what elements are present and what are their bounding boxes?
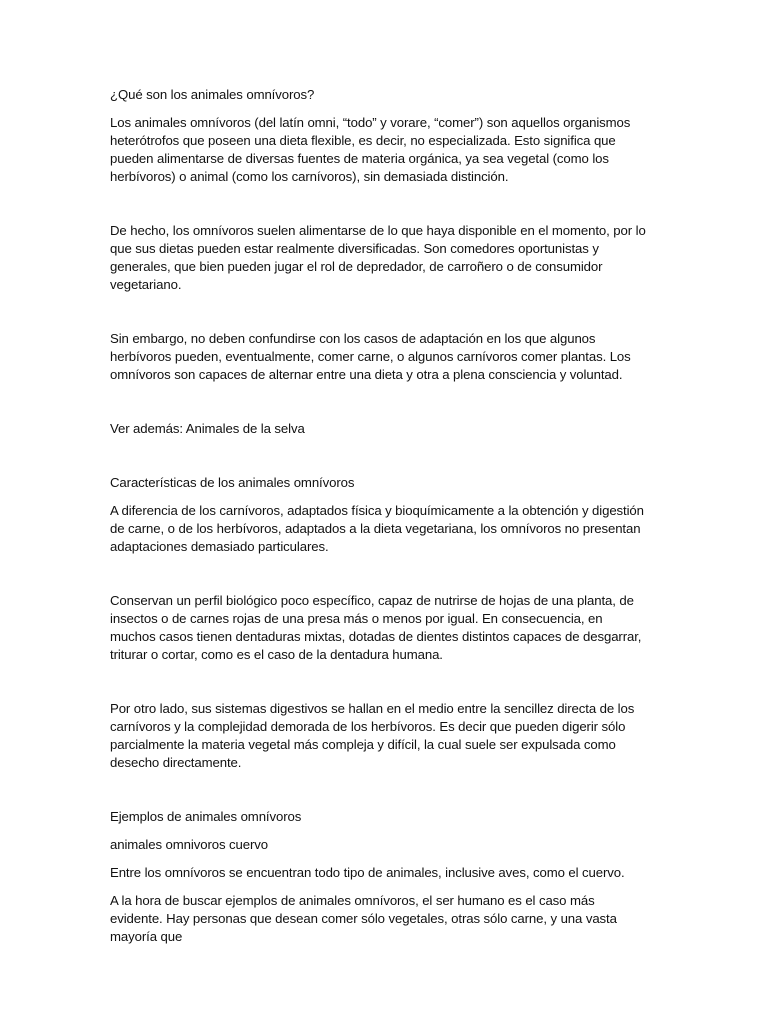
paragraph-digestive-systems: Por otro lado, sus sistemas digestivos se hallan en el medio entre la sencillez directa de los carnívoros y la complejidad demorada de los herbívoros. Es decir que pueden digerir sólo parcialmente la materia vegetal más compleja y difícil, la cual suele ser expulsada como desecho directamente. bbox=[110, 701, 635, 770]
paragraph-adaptations: A diferencia de los carnívoros, adaptados física y bioquímicamente a la obtención y digestión de carne, o de los herbívoros, adaptados a la dieta vegetariana, los omnívoros no presentan adaptaciones demasiado particulares. bbox=[110, 503, 644, 554]
paragraph-opportunistic-diet: De hecho, los omnívoros suelen alimentarse de lo que haya disponible en el momento, por lo que sus dietas pueden estar realmente diversificadas. Son comedores oportunistas y generales, que bien pueden jugar el rol de depredador, de carroñero o de consumidor vegetariano. bbox=[110, 223, 646, 292]
paragraph-human-example: A la hora de buscar ejemplos de animales omnívoros, el ser humano es el caso más evidente. Hay personas que desean comer sólo vegetales, otras sólo carne, y una vasta mayoría que bbox=[110, 893, 617, 944]
document-body bbox=[110, 86, 650, 946]
paragraph-definition: Los animales omnívoros (del latín omni, “todo” y vorare, “comer”) son aquellos organismos heterótrofos que poseen una dieta flexible, es decir, no especializada. Esto significa que pueden alimentarse de diversas fuentes de materia orgánica, ya sea vegetal (como los herbívoros) o animal (como los carnívoros), sin demasiada distinción. bbox=[110, 115, 631, 184]
paragraph-biological-profile: Conservan un perfil biológico poco específico, capaz de nutrirse de hojas de una planta, de insectos o de carnes rojas de una presa más o menos por igual. En consecuencia, en muchos casos tienen dentaduras mixtas, dotadas de dientes distintos capaces de desgarrar, triturar o cortar, como es el caso de la dentadura humana. bbox=[110, 593, 642, 662]
section-heading-examples: Ejemplos de animales omnívoros bbox=[110, 809, 302, 824]
paragraph-crow-example: Entre los omnívoros se encuentran todo tipo de animales, inclusive aves, como el cuervo. bbox=[110, 865, 625, 880]
paragraph-adaptation-note: Sin embargo, no deben confundirse con los casos de adaptación en los que algunos herbívoros pueden, eventualmente, comer carne, o algunos carnívoros comer plantas. Los omnívoros son capaces de alternar entre una dieta y otra a plena consciencia y voluntad. bbox=[110, 331, 631, 382]
image-caption: animales omnivoros cuervo bbox=[110, 837, 269, 852]
section-heading-what-are-omnivores: ¿Qué son los animales omnívoros? bbox=[110, 87, 315, 102]
see-also-line: Ver además: Animales de la selva bbox=[110, 421, 305, 436]
section-heading-characteristics: Características de los animales omnívoros bbox=[110, 475, 355, 490]
